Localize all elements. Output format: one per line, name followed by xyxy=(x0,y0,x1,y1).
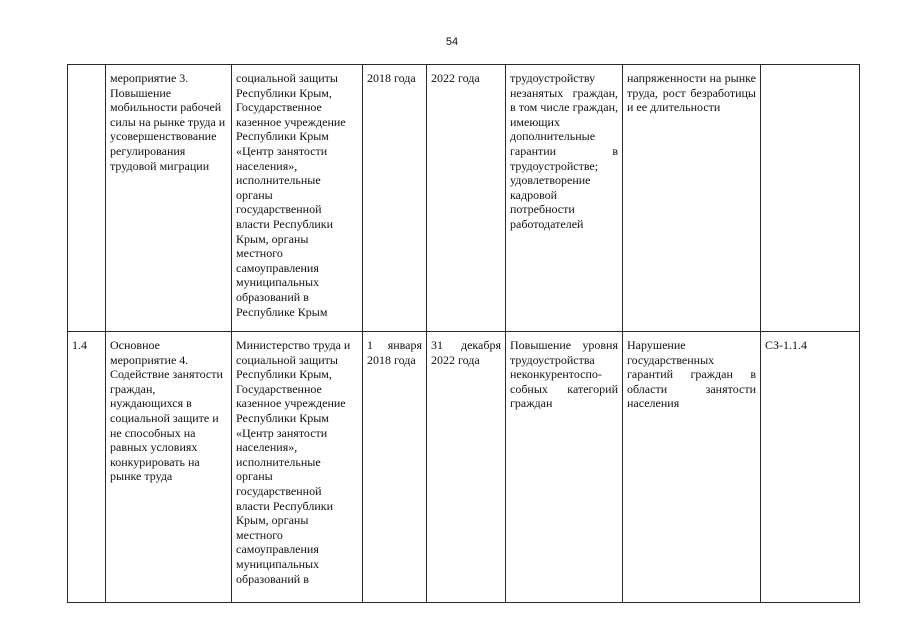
indicator-cell: СЗ-1.1.4 xyxy=(761,332,860,603)
end-date-cell: 2022 года xyxy=(427,65,506,332)
executors-cell: социальной защиты Республики Крым, Государственное казенное учреждение Республики Крым «Центр занятости населения», исполнительные органы государственной власти Республики Крым, органы местного самоуправления муниципальных образований в Республике Крым xyxy=(232,65,363,332)
expected-result-cell: трудоустройству незанятых граждан, в том числе граждан, имеющих дополнительные гарантии в трудоустройстве; удовлетворение кадровой потребности работодателей xyxy=(506,65,623,332)
table-row xyxy=(68,332,860,603)
start-date-cell: 2018 года xyxy=(363,65,427,332)
event-name-cell: Основное мероприятие 4. Содействие занятости граждан, нуждающихся в социальной защите и не способных на равных условиях конкурировать на рынке труда xyxy=(106,332,232,603)
consequences-cell: напряженности на рынке труда, рост безработицы и ее длительности xyxy=(623,65,761,332)
consequences-cell: Нарушение государственных гарантий граждан в области занятости населения xyxy=(623,332,761,603)
indicator-cell xyxy=(761,65,860,332)
executors-cell: Министерство труда и социальной защиты Республики Крым, Государственное казенное учреждение Республики Крым «Центр занятости населения», исполнительные органы государственной власти Республики Крым, органы местного самоуправления муниципальных образований в xyxy=(232,332,363,603)
row-number-cell xyxy=(68,65,106,332)
event-name-cell: мероприятие 3. Повышение мобильности рабочей силы на рынке труда и усовершенствование регулирования трудовой миграции xyxy=(106,65,232,332)
start-date-cell: 1 января 2018 года xyxy=(363,332,427,603)
program-measures-table xyxy=(67,64,860,603)
page-number: 54 xyxy=(445,36,459,48)
expected-result-cell: Повышение уровня трудоустройства неконкурентоспо-собных категорий граждан xyxy=(506,332,623,603)
end-date-cell: 31 декабря 2022 года xyxy=(427,332,506,603)
row-number-cell: 1.4 xyxy=(68,332,106,603)
table-row xyxy=(68,65,860,332)
